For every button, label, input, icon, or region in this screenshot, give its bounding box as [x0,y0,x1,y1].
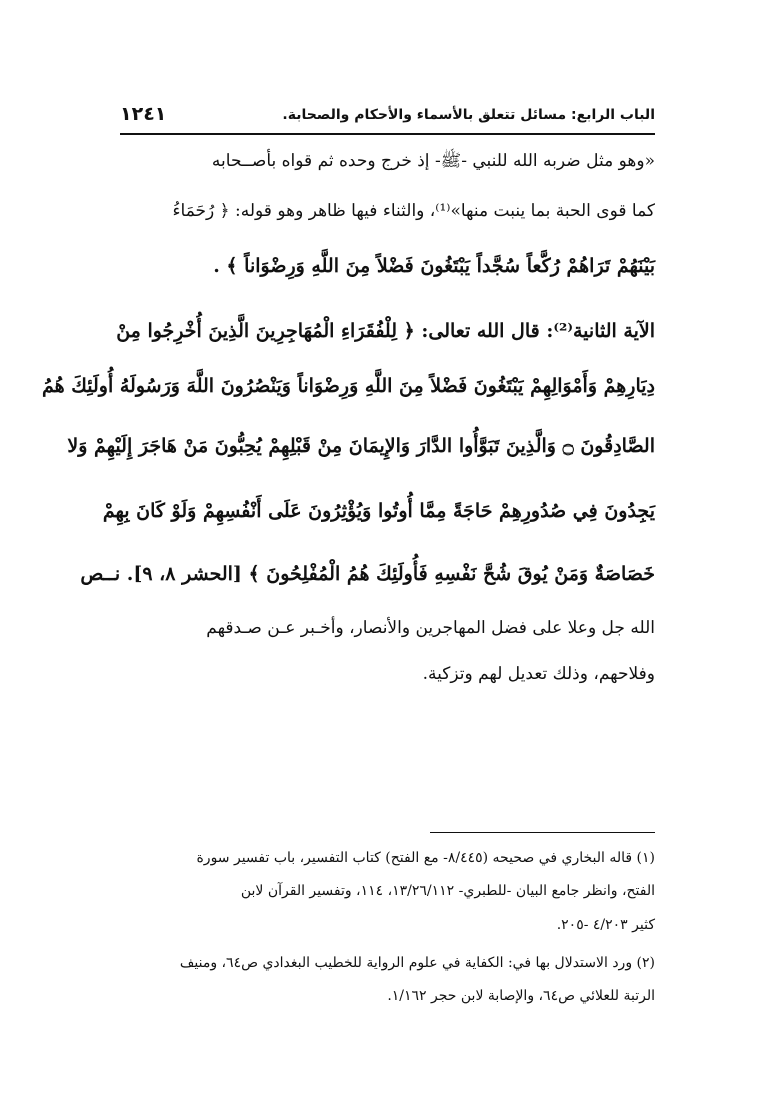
running-header [120,103,655,129]
verse-line-6: خَصَاصَةٌ وَمَنْ يُوقَ شُحَّ نَفْسِهِ فَأُولَئِكَ هُمُ الْمُفْلِحُونَ ﴾ [الحشر ٨، ٩]. نــص [80,563,655,585]
body-line-3: الله جل وعلا على فضل المهاجرين والأنصار، وأخـبر عـن صـدقهم [206,618,655,638]
verse-line-3: دِيَارِهِمْ وَأَمْوَالِهِمْ يَبْتَغُونَ فَضْلاً مِنَ اللَّهِ وَرِضْوَاناً وَيَنْصُرُونَ اللَّهَ وَرَسُولَهُ أُولَئِكَ هُمُ [41,375,655,397]
verse-line-1: بَيْنَهُمْ تَرَاهُمْ رُكَّعاً سُجَّداً يَبْتَغُونَ فَضْلاً مِنَ اللَّهِ وَرِضْوَاناً ﴾ . [213,255,655,277]
header-rule [120,133,655,135]
body-line-4: وفلاحهم، وذلك تعديل لهم وتزكية. [422,664,655,684]
footnote-line-1: (١) قاله البخاري في صحيحه (٨/٤٤٥- مع الفتح) كتاب التفسير، باب تفسير سورة [196,850,655,866]
footnote-rule [430,832,655,833]
verse-line-5: يَجِدُونَ فِي صُدُورِهِمْ حَاجَةً مِمَّا أُوتُوا وَيُؤْثِرُونَ عَلَى أَنْفُسِهِمْ وَلَوْ كَانَ بِهِمْ [102,500,655,522]
body-line-1: «وهو مثل ضربه الله للنبي -ﷺ- إذ خرج وحده ثم قواه بأصــحابه [211,151,655,171]
verse-line-4: الصَّادِقُونَ ۝ وَالَّذِينَ تَبَوَّأُوا الدَّارَ وَالإِيمَانَ مِنْ قَبْلِهِمْ يُحِبُّونَ مَنْ هَاجَرَ إِلَيْهِمْ وَلا [67,435,655,457]
footnote-line-4: (٢) ورد الاستدلال بها في: الكفاية في علوم الرواية للخطيب البغدادي ص٦٤، ومنيف [179,955,655,971]
page-number: ١٢٤١ [120,103,167,125]
footnote-line-2: الفتح، وانظر جامع البيان -للطبري- ١٣/٢٦/١١٢، ١١٤، وتفسير القرآن لابن [240,883,655,899]
body-line-2: كما قوى الحبة بما ينبت منها»⁽¹⁾، والثناء فيها ظاهر وهو قوله: ﴿ رُحَمَاءُ [172,201,655,221]
verse-line-2: الآية الثانية⁽²⁾: قال الله تعالى: ﴿ لِلْفُقَرَاءِ الْمُهَاجِرِينَ الَّذِينَ أُخْرِجُوا مِنْ [116,320,655,342]
footnote-line-3: كثير ٤/٢٠٣ -٢٠٥. [556,917,655,933]
chapter-title: الباب الرابع: مسائل تتعلق بالأسماء والأحكام والصحابة. [282,107,655,123]
footnote-line-5: الرتبة للعلائي ص٦٤، والإصابة لابن حجر ١/١٦٢. [387,988,655,1004]
